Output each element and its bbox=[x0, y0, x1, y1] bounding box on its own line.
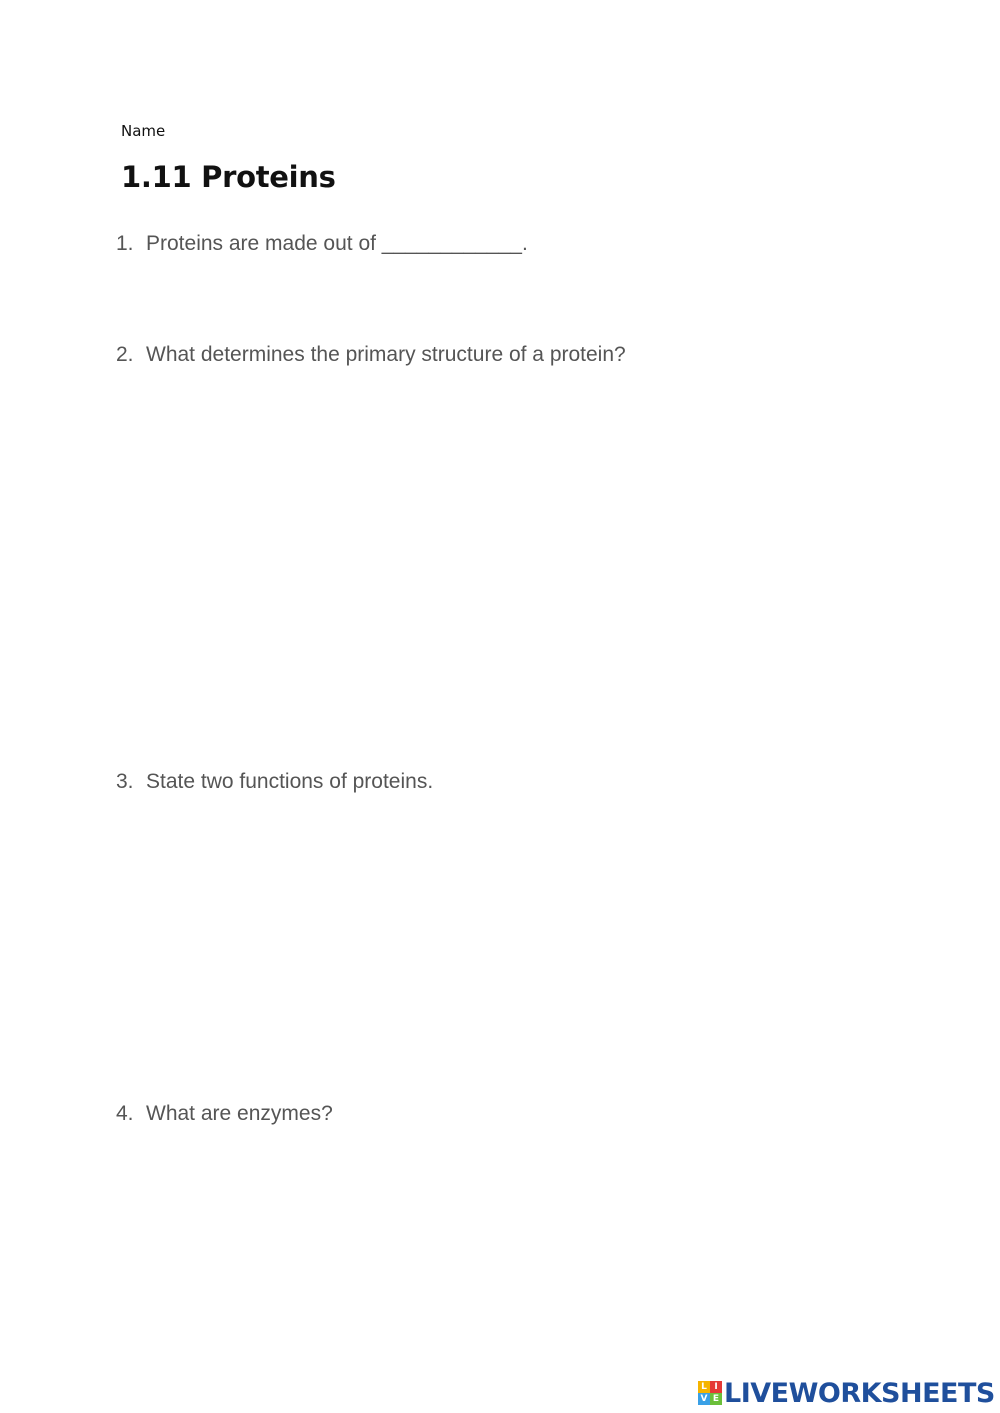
name-label: Name bbox=[121, 122, 166, 140]
question-1-number: 1. bbox=[116, 232, 134, 255]
question-1 bbox=[116, 232, 528, 256]
question-3-number: 3. bbox=[116, 770, 134, 793]
logo-mark-letter-e: E bbox=[710, 1393, 722, 1405]
logo-wordmark: LIVEWORKSHEETS bbox=[724, 1377, 995, 1409]
question-2 bbox=[116, 343, 626, 367]
question-1-text: Proteins are made out of ____________. bbox=[146, 232, 528, 255]
question-3 bbox=[116, 770, 433, 794]
question-4 bbox=[116, 1102, 333, 1126]
logo-mark-letter-v: V bbox=[698, 1393, 710, 1405]
question-3-text: State two functions of proteins. bbox=[146, 770, 434, 793]
question-2-text: What determines the primary structure of a protein? bbox=[146, 343, 626, 366]
liveworksheets-logo-icon bbox=[698, 1381, 722, 1405]
question-2-number: 2. bbox=[116, 343, 134, 366]
liveworksheets-logo bbox=[698, 1378, 995, 1408]
question-4-text: What are enzymes? bbox=[146, 1102, 333, 1125]
logo-mark-letter-l: L bbox=[698, 1381, 710, 1393]
logo-mark-letter-i: I bbox=[710, 1381, 722, 1393]
page-title: 1.11 Proteins bbox=[121, 160, 336, 194]
question-4-number: 4. bbox=[116, 1102, 134, 1125]
